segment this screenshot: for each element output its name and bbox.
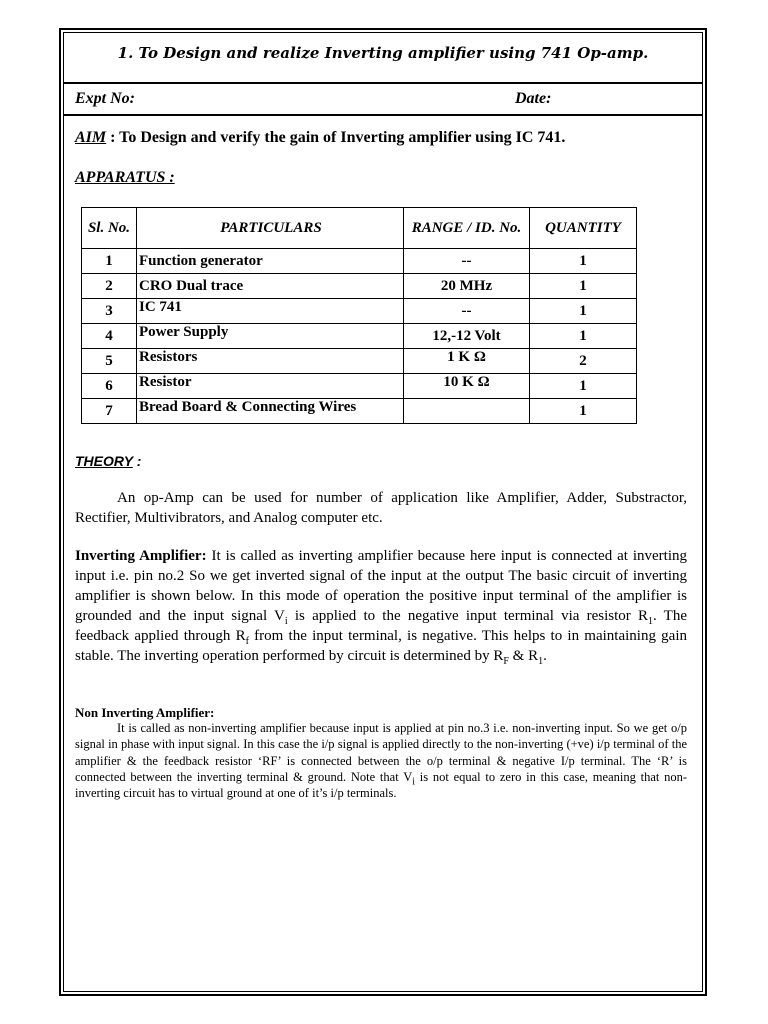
date-label: Date:	[515, 90, 552, 107]
cell-quantity: 1	[530, 249, 637, 274]
subscript: 1	[647, 616, 653, 627]
col-header-sl-no: Sl. No.	[82, 208, 137, 249]
col-header-particulars: PARTICULARS	[137, 208, 404, 249]
col-header-range: RANGE / ID. No.	[404, 208, 530, 249]
expt-no-label: Expt No:	[75, 90, 135, 107]
cell-quantity: 2	[530, 349, 637, 374]
cell-range: 12,-12 Volt	[404, 324, 530, 349]
aim-text: : To Design and verify the gain of Inverting amplifier using IC 741.	[106, 129, 566, 146]
inverting-amplifier-heading: Inverting Amplifier:	[75, 548, 207, 564]
cell-sl-no: 1	[82, 249, 137, 274]
table-row	[82, 374, 637, 399]
cell-quantity: 1	[530, 299, 637, 324]
cell-sl-no: 2	[82, 274, 137, 299]
subscript: F	[503, 656, 509, 667]
table-row	[82, 274, 637, 299]
cell-quantity: 1	[530, 324, 637, 349]
cell-range: 10 K Ω	[404, 374, 530, 399]
subscript: f	[245, 636, 249, 647]
cell-particulars: Resistor	[137, 374, 404, 399]
inverting-text: from the input terminal, is negative. This helps to in maintaining gain stable. The inverting operation performed by circuit is determined by R	[75, 628, 687, 664]
non-inverting-paragraph	[75, 720, 687, 801]
inverting-text: is applied to the negative input terminal via resistor R	[287, 608, 648, 624]
aim-line	[75, 129, 565, 147]
table-row	[82, 399, 637, 424]
subscript: i	[412, 776, 416, 788]
theory-colon: :	[132, 453, 142, 469]
inverting-text: .	[543, 648, 547, 664]
cell-sl-no: 5	[82, 349, 137, 374]
aim-label: AIM	[75, 129, 107, 146]
cell-sl-no: 7	[82, 399, 137, 424]
theory-heading	[75, 453, 141, 469]
table-header-row	[82, 208, 637, 249]
cell-particulars: Function generator	[137, 249, 404, 274]
cell-range: 20 MHz	[404, 274, 530, 299]
subscript: i	[284, 616, 288, 627]
cell-range: --	[404, 299, 530, 324]
cell-particulars: CRO Dual trace	[137, 274, 404, 299]
title-band	[63, 32, 703, 84]
cell-quantity: 1	[530, 399, 637, 424]
table-row	[82, 349, 637, 374]
non-inverting-heading: Non Inverting Amplifier:	[75, 705, 215, 720]
expt-band	[63, 86, 703, 116]
inverting-text: . The feedback applied through R	[75, 608, 687, 644]
theory-label: THEORY	[75, 453, 133, 469]
cell-range: 1 K Ω	[404, 349, 530, 374]
non-inverting-text: It is called as non-inverting amplifier because input is applied at pin no.3 i.e. non-inverting input. So we get o/p signal in phase with input signal. In this case the i/p signal is applied directly to the non-inverting (+ve) i/p terminal of the amplifier & the feedback resistor ‘RF’ is connected between the o/p terminal & negative I/p terminal. The ‘R’ is connected between the inverting terminal & ground. Note that V	[75, 721, 687, 784]
inverting-amplifier-paragraph	[75, 546, 687, 666]
apparatus-heading: APPARATUS :	[75, 169, 175, 186]
cell-particulars: IC 741	[137, 299, 404, 324]
inverting-text: It is called as inverting amplifier because here input is connected at inverting input i.e. pin no.2 So we get inverted signal of the input at the output The basic circuit of inverting amplifier is shown below. In this mode of operation the positive input terminal of the amplifier is grounded and the input signal V	[75, 548, 688, 624]
inverting-text: & R	[508, 648, 539, 664]
experiment-title: 1. To Design and realize Inverting amplifier using 741 Op-amp.	[117, 44, 649, 62]
cell-particulars: Bread Board & Connecting Wires	[137, 399, 404, 424]
cell-sl-no: 4	[82, 324, 137, 349]
cell-quantity: 1	[530, 374, 637, 399]
cell-range: --	[404, 249, 530, 274]
cell-sl-no: 3	[82, 299, 137, 324]
cell-sl-no: 6	[82, 374, 137, 399]
theory-paragraph-intro: An op-Amp can be used for number of application like Amplifier, Adder, Substractor, Rectifier, Multivibrators, and Analog computer etc.	[75, 490, 687, 526]
table-row	[82, 324, 637, 349]
cell-particulars: Resistors	[137, 349, 404, 374]
cell-quantity: 1	[530, 274, 637, 299]
non-inverting-text: is not equal to zero in this case, meaning that non-inverting circuit has to virtual ground at one of it’s i/p terminals.	[75, 769, 688, 801]
subscript: 1	[538, 656, 544, 667]
table-row	[82, 249, 637, 274]
col-header-quantity: QUANTITY	[530, 208, 637, 249]
cell-range	[404, 399, 530, 424]
cell-particulars: Power Supply	[137, 324, 404, 349]
apparatus-table	[81, 207, 637, 424]
table-row	[82, 299, 637, 324]
